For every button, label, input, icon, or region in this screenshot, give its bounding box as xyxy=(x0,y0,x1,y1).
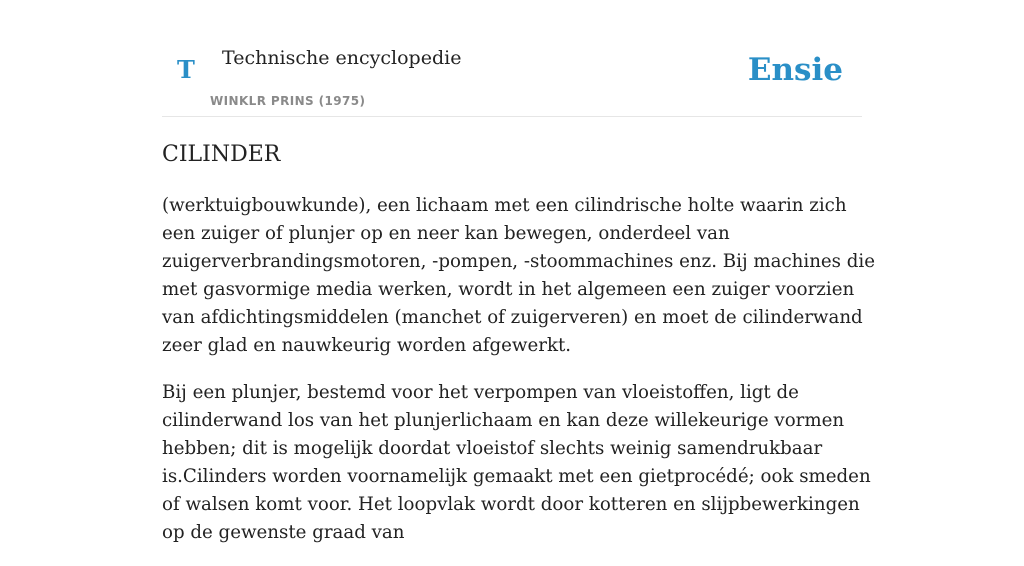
body-paragraph: Bij een plunjer, bestemd voor het verpompen van vloeistoffen, ligt de cilinderwand los van het plunjerlichaam en kan deze willekeurige vormen hebben; dit is mogelijk doordat vloeistof slechts weinig samendrukbaar is.Cilinders worden voornamelijk gemaakt met een gietprocédé; ook smeden of walsen komt voor. Het loopvlak wordt door kotteren en slijpbewerkingen op de gewenste graad van xyxy=(162,382,871,543)
publication-logo[interactable]: T xyxy=(177,55,195,84)
entry-title: CILINDER xyxy=(162,142,281,167)
ensie-logo[interactable]: Ensie xyxy=(747,52,843,88)
book-title-link[interactable]: Technische encyclopedie xyxy=(222,47,462,69)
header xyxy=(162,40,862,117)
entry-body xyxy=(162,192,882,566)
body-paragraph: (werktuigbouwkunde), een lichaam met een cilindrische holte waarin zich een zuiger of plunjer op en neer kan bewegen, onderdeel van zuigerverbrandingsmotoren, -pompen, -stoommachines enz. Bij machines die met gasvormige media werken, wordt in het algemeen een zuiger voorzien van afdichtingsmiddelen (manchet of zuigerveren) en moet de cilinderwand zeer glad en nauwkeurig worden afgewerkt. xyxy=(162,195,876,356)
source-label: WINKLR PRINS (1975) xyxy=(210,94,366,108)
